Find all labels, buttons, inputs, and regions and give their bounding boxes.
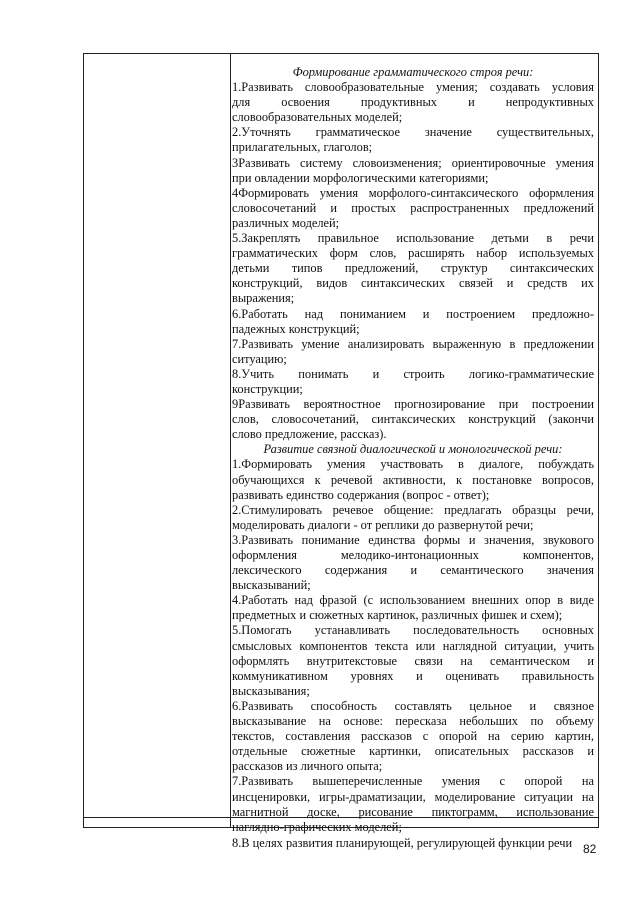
paragraph-line: различных моделей; [232, 215, 340, 230]
paragraph-line: 6.Развивать способность составлять цельное и связное [232, 698, 594, 713]
paragraph-line: развивать единство содержания (вопрос - ответ); [232, 487, 490, 502]
paragraph-line: 3.Развивать понимание единства формы и значения, звукового [232, 532, 594, 547]
paragraph-line: магнитной доске, рисование пиктограмм, использование [232, 804, 594, 819]
paragraph-line: для освоения продуктивных и непродуктивных [232, 95, 594, 110]
left-column-cell [84, 54, 231, 827]
paragraph-line: смысловых компонентов текста или наглядной ситуации, учить [232, 638, 594, 653]
paragraph-line: конструкций, видов синтаксических связей и средств их [232, 276, 594, 291]
paragraph-line: 1.Развивать словообразовательные умения; создавать условия [232, 80, 594, 95]
paragraph-line: моделировать диалоги - от реплики до развернутой речи; [232, 517, 534, 532]
paragraph-line: обучающихся к речевой активности, к постановке вопросов, [232, 472, 594, 487]
page-number: 82 [583, 842, 597, 856]
paragraph-line: 7.Развивать вышеперечисленные умения с опорой на [232, 774, 594, 789]
paragraph-line: словосочетаний и простых распространенных предложений [232, 200, 594, 215]
paragraph-line: текстов, составления рассказов с опорой на серию картин, [232, 729, 594, 744]
paragraph-line: грамматических форм слов, расширять набор используемых [232, 246, 594, 261]
paragraph-line: высказываний; [232, 578, 311, 593]
paragraph-line: 1.Формировать умения участвовать в диалоге, побуждать [232, 457, 594, 472]
paragraph-line: 8.Учить понимать и строить логико-грамматические [232, 366, 594, 381]
paragraph-line: 2.Стимулировать речевое общение: предлагать образцы речи, [232, 502, 594, 517]
paragraph-line: детьми типов предложений, структур синтаксических [232, 261, 594, 276]
right-column-cell [232, 65, 594, 851]
paragraph-line: 6.Работать над пониманием и построением предложно- [232, 306, 594, 321]
paragraph-line: высказывание на основе: пересказа небольших по объему [232, 714, 594, 729]
paragraph-line: словообразовательных моделей; [232, 110, 403, 125]
paragraph-line: 4.Работать над фразой (с использованием внешних опор в виде [232, 593, 594, 608]
paragraph-line: конструкции; [232, 381, 303, 396]
paragraph-line: 3Развивать систему словоизменения; ориентировочные умения [232, 155, 594, 170]
continuation-line: 8.В целях развития планирующей, регулирующей функции речи [232, 835, 573, 850]
paragraph-line: рассказов из личного опыта; [232, 759, 383, 774]
paragraph-line: при овладении морфологическими категориями; [232, 170, 489, 185]
paragraph-line: высказывания; [232, 683, 310, 698]
section-heading: Развитие связной диалогической и монологической речи: [263, 442, 563, 457]
paragraph-line: 9Развивать вероятностное прогнозирование при построении [232, 397, 594, 412]
paragraph-line: оформлять внутритекстовые связи на семантическом и [232, 653, 594, 668]
paragraph-line: 4Формировать умения морфолого-синтаксического оформления [232, 185, 594, 200]
paragraph-line: оформления мелодико-интонационных компонентов, [232, 548, 594, 562]
paragraph-line: лексического содержания и семантического значения [232, 563, 594, 578]
paragraph-line: предметных и сюжетных картинок, различных фишек и схем); [232, 608, 563, 623]
paragraph-line: инсценировки, игры-драматизации, моделирование ситуации на [232, 789, 594, 804]
paragraph-line: слово предложение, рассказ). [232, 427, 387, 442]
paragraph-line: ситуацию; [232, 351, 287, 366]
paragraph-line: наглядно-графических моделей; [232, 819, 402, 834]
paragraph-line: 5.Закреплять правильное использование детьми в речи [232, 231, 594, 246]
paragraph-line: слов, словосочетаний, синтаксических конструкций (закончи [232, 412, 594, 427]
paragraph-line: отдельные сюжетные картинки, описательных рассказов и [232, 744, 594, 759]
paragraph-line: коммуникативном уровнях и оценивать правильность [232, 668, 594, 683]
paragraph-line: 5.Помогать устанавливать последовательность основных [232, 623, 594, 638]
paragraph-line: 2.Уточнять грамматическое значение существительных, [232, 125, 594, 140]
paragraph-line: прилагательных, глаголов; [232, 140, 373, 155]
paragraph-line: 7.Развивать умение анализировать выраженную в предложении [232, 336, 594, 351]
paragraph-line: выражения; [232, 291, 295, 306]
section-heading: Формирование грамматического строя речи: [292, 65, 534, 79]
paragraph-line: падежных конструкций; [232, 321, 360, 336]
